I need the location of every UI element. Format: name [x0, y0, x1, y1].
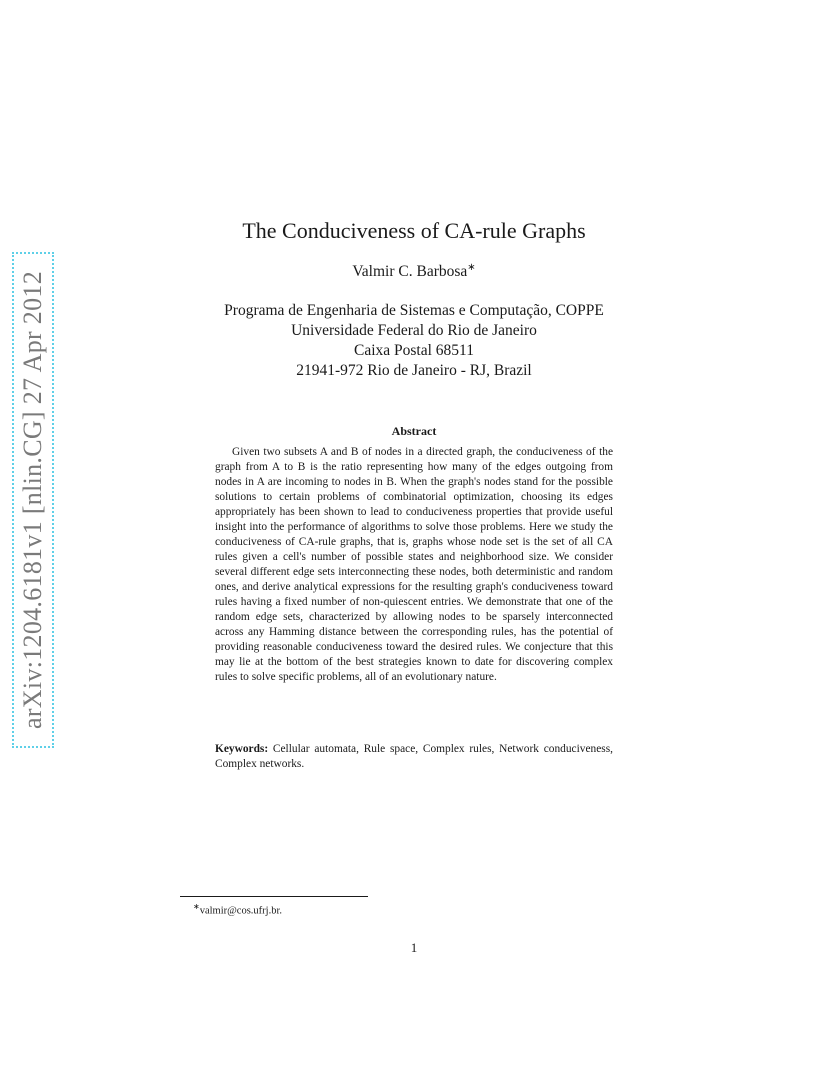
footnote	[193, 902, 282, 917]
paper-title: The Conduciveness of CA-rule Graphs	[242, 218, 586, 243]
footnote-divider	[180, 896, 368, 897]
author-footnote-mark: ∗	[467, 262, 476, 273]
footnote-email: valmir@cos.ufrj.br.	[199, 905, 282, 917]
abstract-text: Given two subsets A and B of nodes in a directed graph, the conduciveness of the graph from A to B is the ratio representing how many of the edges outgoing from nodes in A are incoming to nodes in B. When the graph's nodes stand for the possible solutions to certain problems of combinatorial optimization, choosing its edges appropriately has been shown to lead to conduciveness properties that provide useful insight into the performance of algorithms to solve those problems. Here we study the conduciveness of CA-rule graphs, that is, graphs whose node set is the set of all CA rules given a cell's number of possible states and neighborhood size. We consider several different edge sets interconnecting these nodes, both deterministic and random ones, and derive analytical expressions for the resulting graph's conduciveness toward rules having a fixed number of non-quiescent entries. We demonstrate that one of the random edge sets, characterized by allowing nodes to be sparsely interconnected across any Hamming distance between the corresponding rules, has the potential of providing reasonable conduciveness toward the desired rules. We conjecture that this may lie at the bottom of the best strategies known to date for discovering complex rules to solve specific problems, all of an evolutionary nature.	[215, 446, 613, 683]
affiliation-line: Programa de Engenharia de Sistemas e Computação, COPPE	[224, 302, 604, 319]
abstract-heading: Abstract	[391, 424, 437, 438]
page-number: 1	[410, 940, 418, 955]
author-line	[0, 262, 828, 281]
affiliation-line: Caixa Postal 68511	[354, 342, 474, 359]
author-name: Valmir C. Barbosa	[352, 263, 468, 281]
keywords-label: Keywords:	[215, 743, 269, 755]
affiliation	[0, 301, 828, 381]
arxiv-identifier: arXiv:1204.6181v1 [nlin.CG] 27 Apr 2012	[18, 270, 47, 730]
keywords	[215, 742, 613, 772]
affiliation-line: 21941-972 Rio de Janeiro - RJ, Brazil	[296, 362, 532, 379]
keywords-list: Cellular automata, Rule space, Complex rules, Network conduciveness, Complex networks.	[215, 743, 613, 770]
affiliation-line: Universidade Federal do Rio de Janeiro	[291, 322, 537, 339]
footnote-mark: ∗	[193, 902, 200, 911]
